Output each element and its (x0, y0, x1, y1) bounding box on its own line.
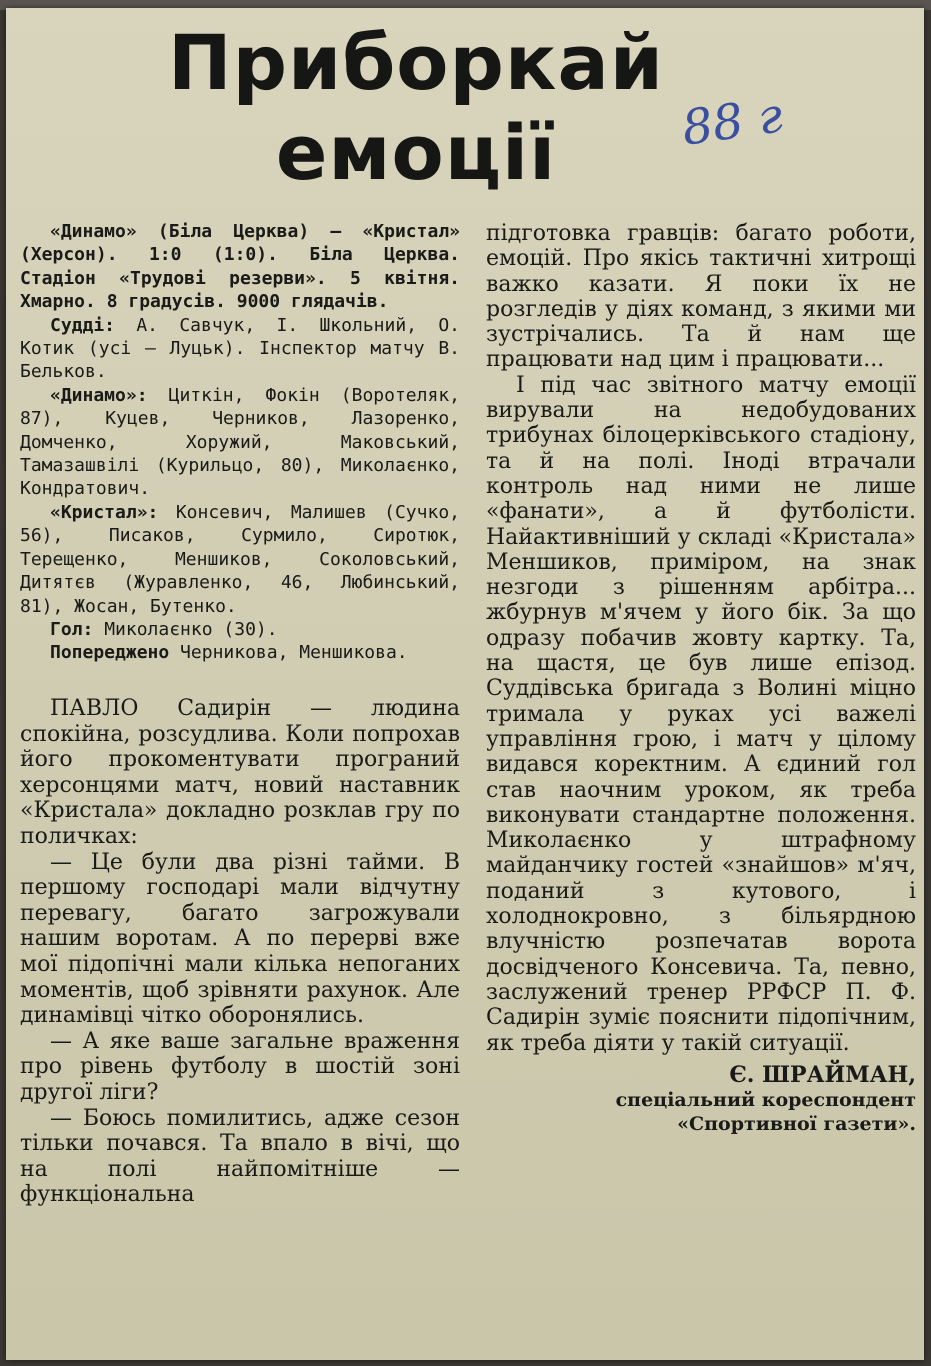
headline-line-1: Приборкай (167, 18, 665, 107)
article-paragraph: І під час звітного матчу емоції вирували на недобудованих трибунах білоцерківського стадіону, та й на полі. Іноді втрачали контроль над ними не лише «фанати», а й футболісти. Найактивніший у складі «Кристала» Меншиков, приміром, на знак незгоди з рішенням арбітра... жбурнув м'ячем у його бік. За що одразу побачив жовту картку. Та, на щастя, це був лише епізод. Суддівська бригада з Волині міцно тримала у руках усі важелі управління грою, і матч у цілому видався коректним. А єдиний гол став наочним уроком, як треба виконувати стандартне положення. Миколаєнко у штрафному майданчику гостей «знайшов» м'яч, поданий з кутового, і холоднокровно, з більярдною влучністю розпечатав ворота досвідченого Консевича. Та, певно, заслужений тренер РРФСР П. Ф. Садирін зуміє пояснити підопічним, як треба діяти у такій ситуації. (486, 372, 916, 1056)
article-paragraph: — Боюсь помилитись, адже сезон тільки почався. Та впало в вічі, що на полі найпомітніше — функціональна (20, 1105, 460, 1208)
match-info-dynamo-lineup (20, 384, 460, 501)
article-paragraph: — Це були два різні тайми. В першому господарі мали відчутну перевагу, багато загрожували нашим воротам. А по перерві вже мої підопічні мали кілька непоганих моментів, щоб зрівняти рахунок. Але динамівці чітко оборонялись. (20, 849, 460, 1029)
match-info-label: «Динамо»: (50, 384, 148, 406)
match-info-krystal-lineup (20, 501, 460, 618)
article-right-column (486, 221, 916, 1136)
match-info-label: Попереджено (50, 642, 170, 664)
match-info-result (20, 220, 460, 314)
match-info-text: Миколаєнко (30). (93, 618, 278, 640)
match-info (20, 220, 460, 665)
match-info-text: (Біла Церква) — «Кристал» (Херсон). 1:0 (1:0). Біла Церква. Стадіон «Трудові резерви». 5 квітня. Хмарно. 8 градусів. 9000 глядачів. (20, 221, 460, 313)
match-info-text: Циткін, Фокін (Воротеляк, 87), Куцев, Черников, Лазоренко, Домченко, Хоружий, Маковський, Тамазашвілі (Курильцо, 80), Миколаєнко, Кондратович. (20, 384, 460, 500)
handwritten-note: 88 г (678, 87, 787, 157)
author-title: спеціальний кореспондент «Спортивної газети». (615, 1088, 916, 1135)
newspaper-clipping (6, 8, 924, 1360)
match-info-warnings (20, 641, 460, 664)
match-info-label: «Кристал»: (50, 501, 159, 523)
article-left-column (20, 696, 460, 1208)
article-paragraph: підготовка гравців: багато роботи, емоцій. Про якісь тактичні хитрощі важко казати. Я поки їх не розгледів у діях команд, з якими ми зустрічались. Та й нам ще працювати над цим і працювати... (486, 221, 916, 373)
match-info-text: Консевич, Малишев (Сучко, 56), Писаков, Сурмило, Сиротюк, Терещенко, Меншиков, Соколовський, Дитятєв (Журавленко, 46, Любинський, 81), Жосан, Бутенко. (20, 501, 460, 617)
match-info-referees (20, 314, 460, 384)
match-info-goal (20, 618, 460, 641)
headline-line-2: емоції (275, 108, 557, 197)
article-paragraph: — А яке ваше загальне враження про рівень футболу в шостій зоні другої ліги? (20, 1028, 460, 1105)
match-info-text: Черникова, Меншикова. (169, 642, 408, 664)
match-info-label: Гол: (50, 618, 94, 640)
article-paragraph: ПАВЛО Садирін — людина спокійна, розсудлива. Коли попрохав його прокоментувати програний херсонцями матч, новий наставник «Кристала» докладно розклав гру по поличках: (20, 696, 460, 849)
match-info-text: А. Савчук, І. Школьний, О. Котик (усі — Луцьк). Інспектор матчу В. Бельков. (20, 314, 460, 383)
author-name: Є. ШРАЙМАН, (729, 1061, 916, 1088)
match-info-label: «Динамо» (50, 221, 137, 242)
match-info-label: Судді: (50, 314, 116, 336)
